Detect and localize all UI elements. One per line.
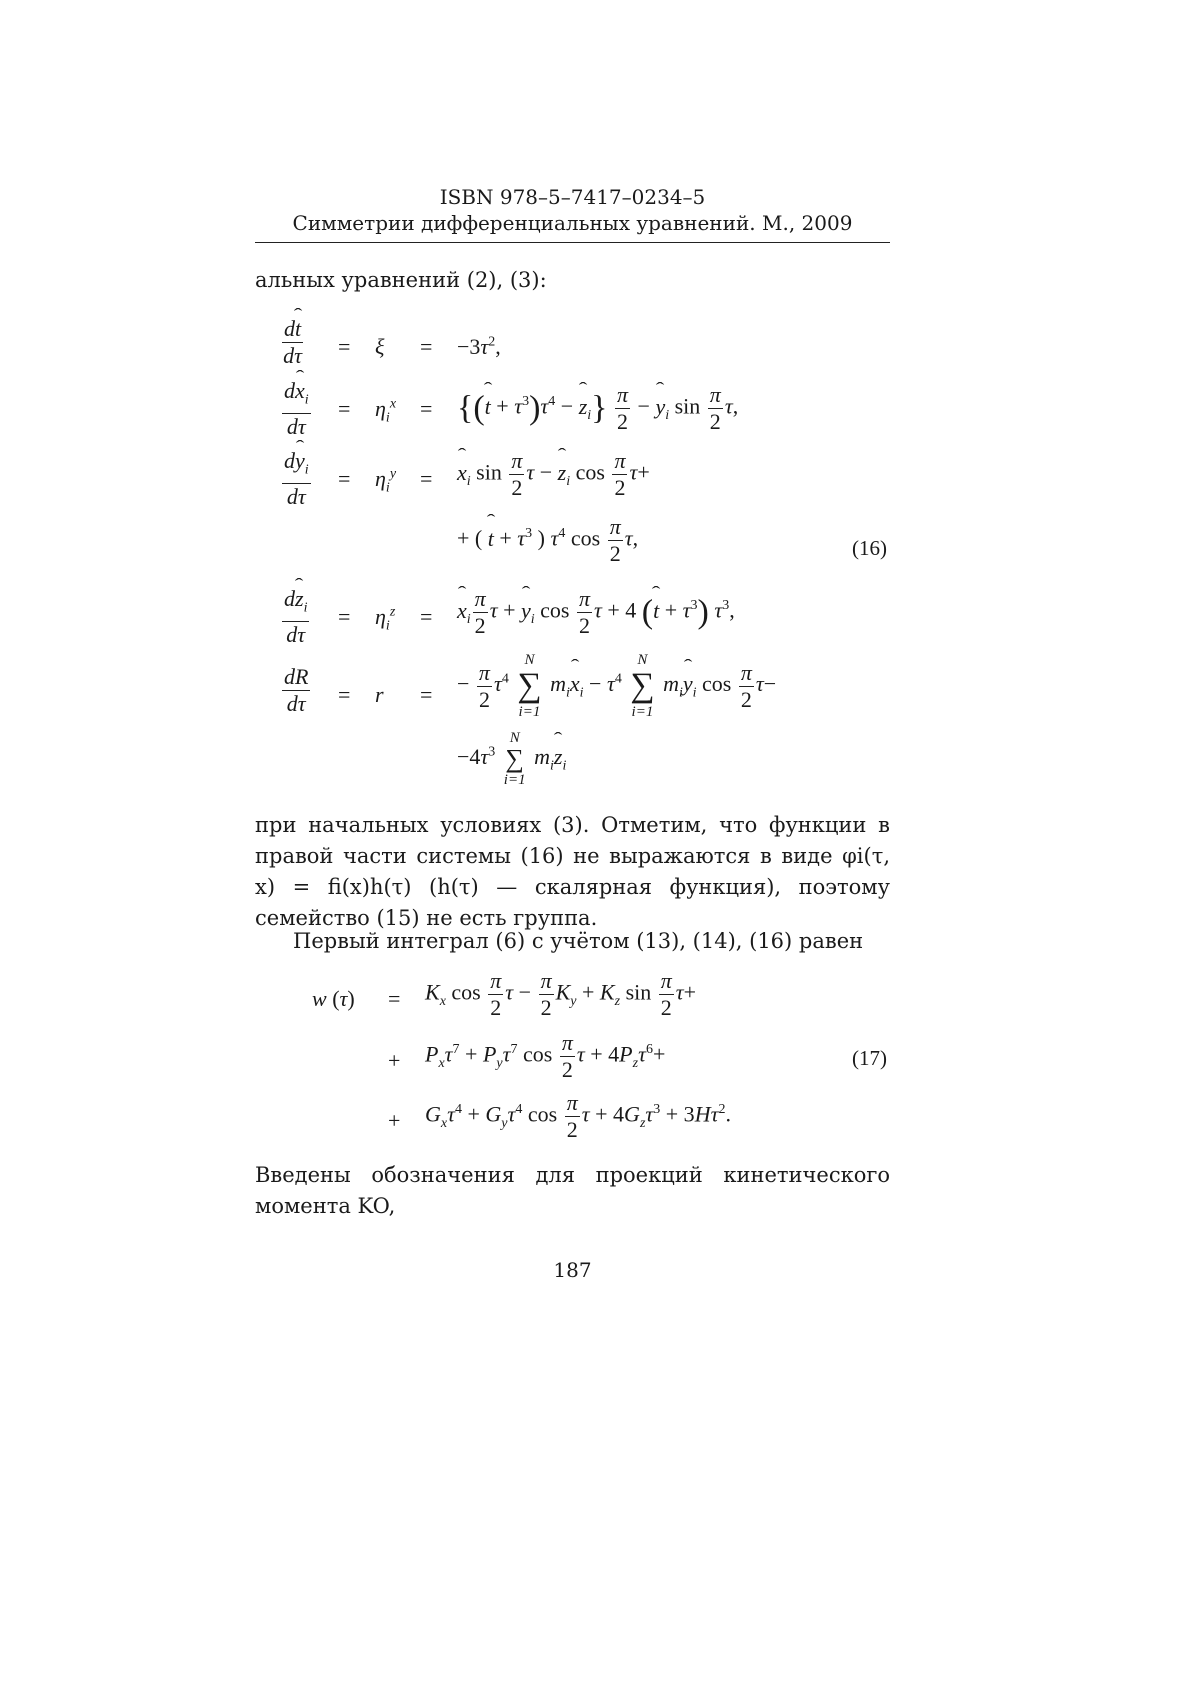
eq-row-t: $\frac{\text{dˆ t}}{d\tau}$ bbox=[280, 318, 305, 367]
equation-number-17: (17) bbox=[852, 1046, 887, 1070]
intro-text: альных уравнений (2), (3): bbox=[255, 268, 547, 292]
eq-row-R: $\frac{dR}{d\tau}$ bbox=[284, 664, 309, 716]
page-number: 187 bbox=[553, 1258, 592, 1282]
book-title-line: Симметрии дифференциальных уравнений. М., 2009 bbox=[292, 211, 853, 235]
running-header bbox=[255, 184, 890, 243]
paragraph-initial-conditions: при начальных условиях (3). Отметим, что функции в правой части системы (16) не выражаются в виде φi(τ, x) = fi(x)h(τ) (h(τ) — скалярная функция), поэтому семейство (15) не есть группа. bbox=[255, 813, 890, 930]
paragraph-notation: Введены обозначения для проекций кинетического момента KO, bbox=[255, 1163, 890, 1218]
eq-row-x: $\frac{dˆ x_i}{d\tau}$ bbox=[280, 380, 313, 438]
header-rule bbox=[255, 242, 890, 243]
eq-row-z: $\frac{dˆ z_i}{d\tau}$ bbox=[280, 588, 311, 646]
eq-row-y: $\frac{dˆ y_i}{d\tau}$ bbox=[280, 450, 313, 508]
equation-number-16: (16) bbox=[852, 536, 887, 560]
isbn-line: ISBN 978–5–7417–0234–5 bbox=[439, 185, 706, 209]
paragraph-first-integral: Первый интеграл (6) с учётом (13), (14), (16) равен bbox=[293, 929, 864, 953]
